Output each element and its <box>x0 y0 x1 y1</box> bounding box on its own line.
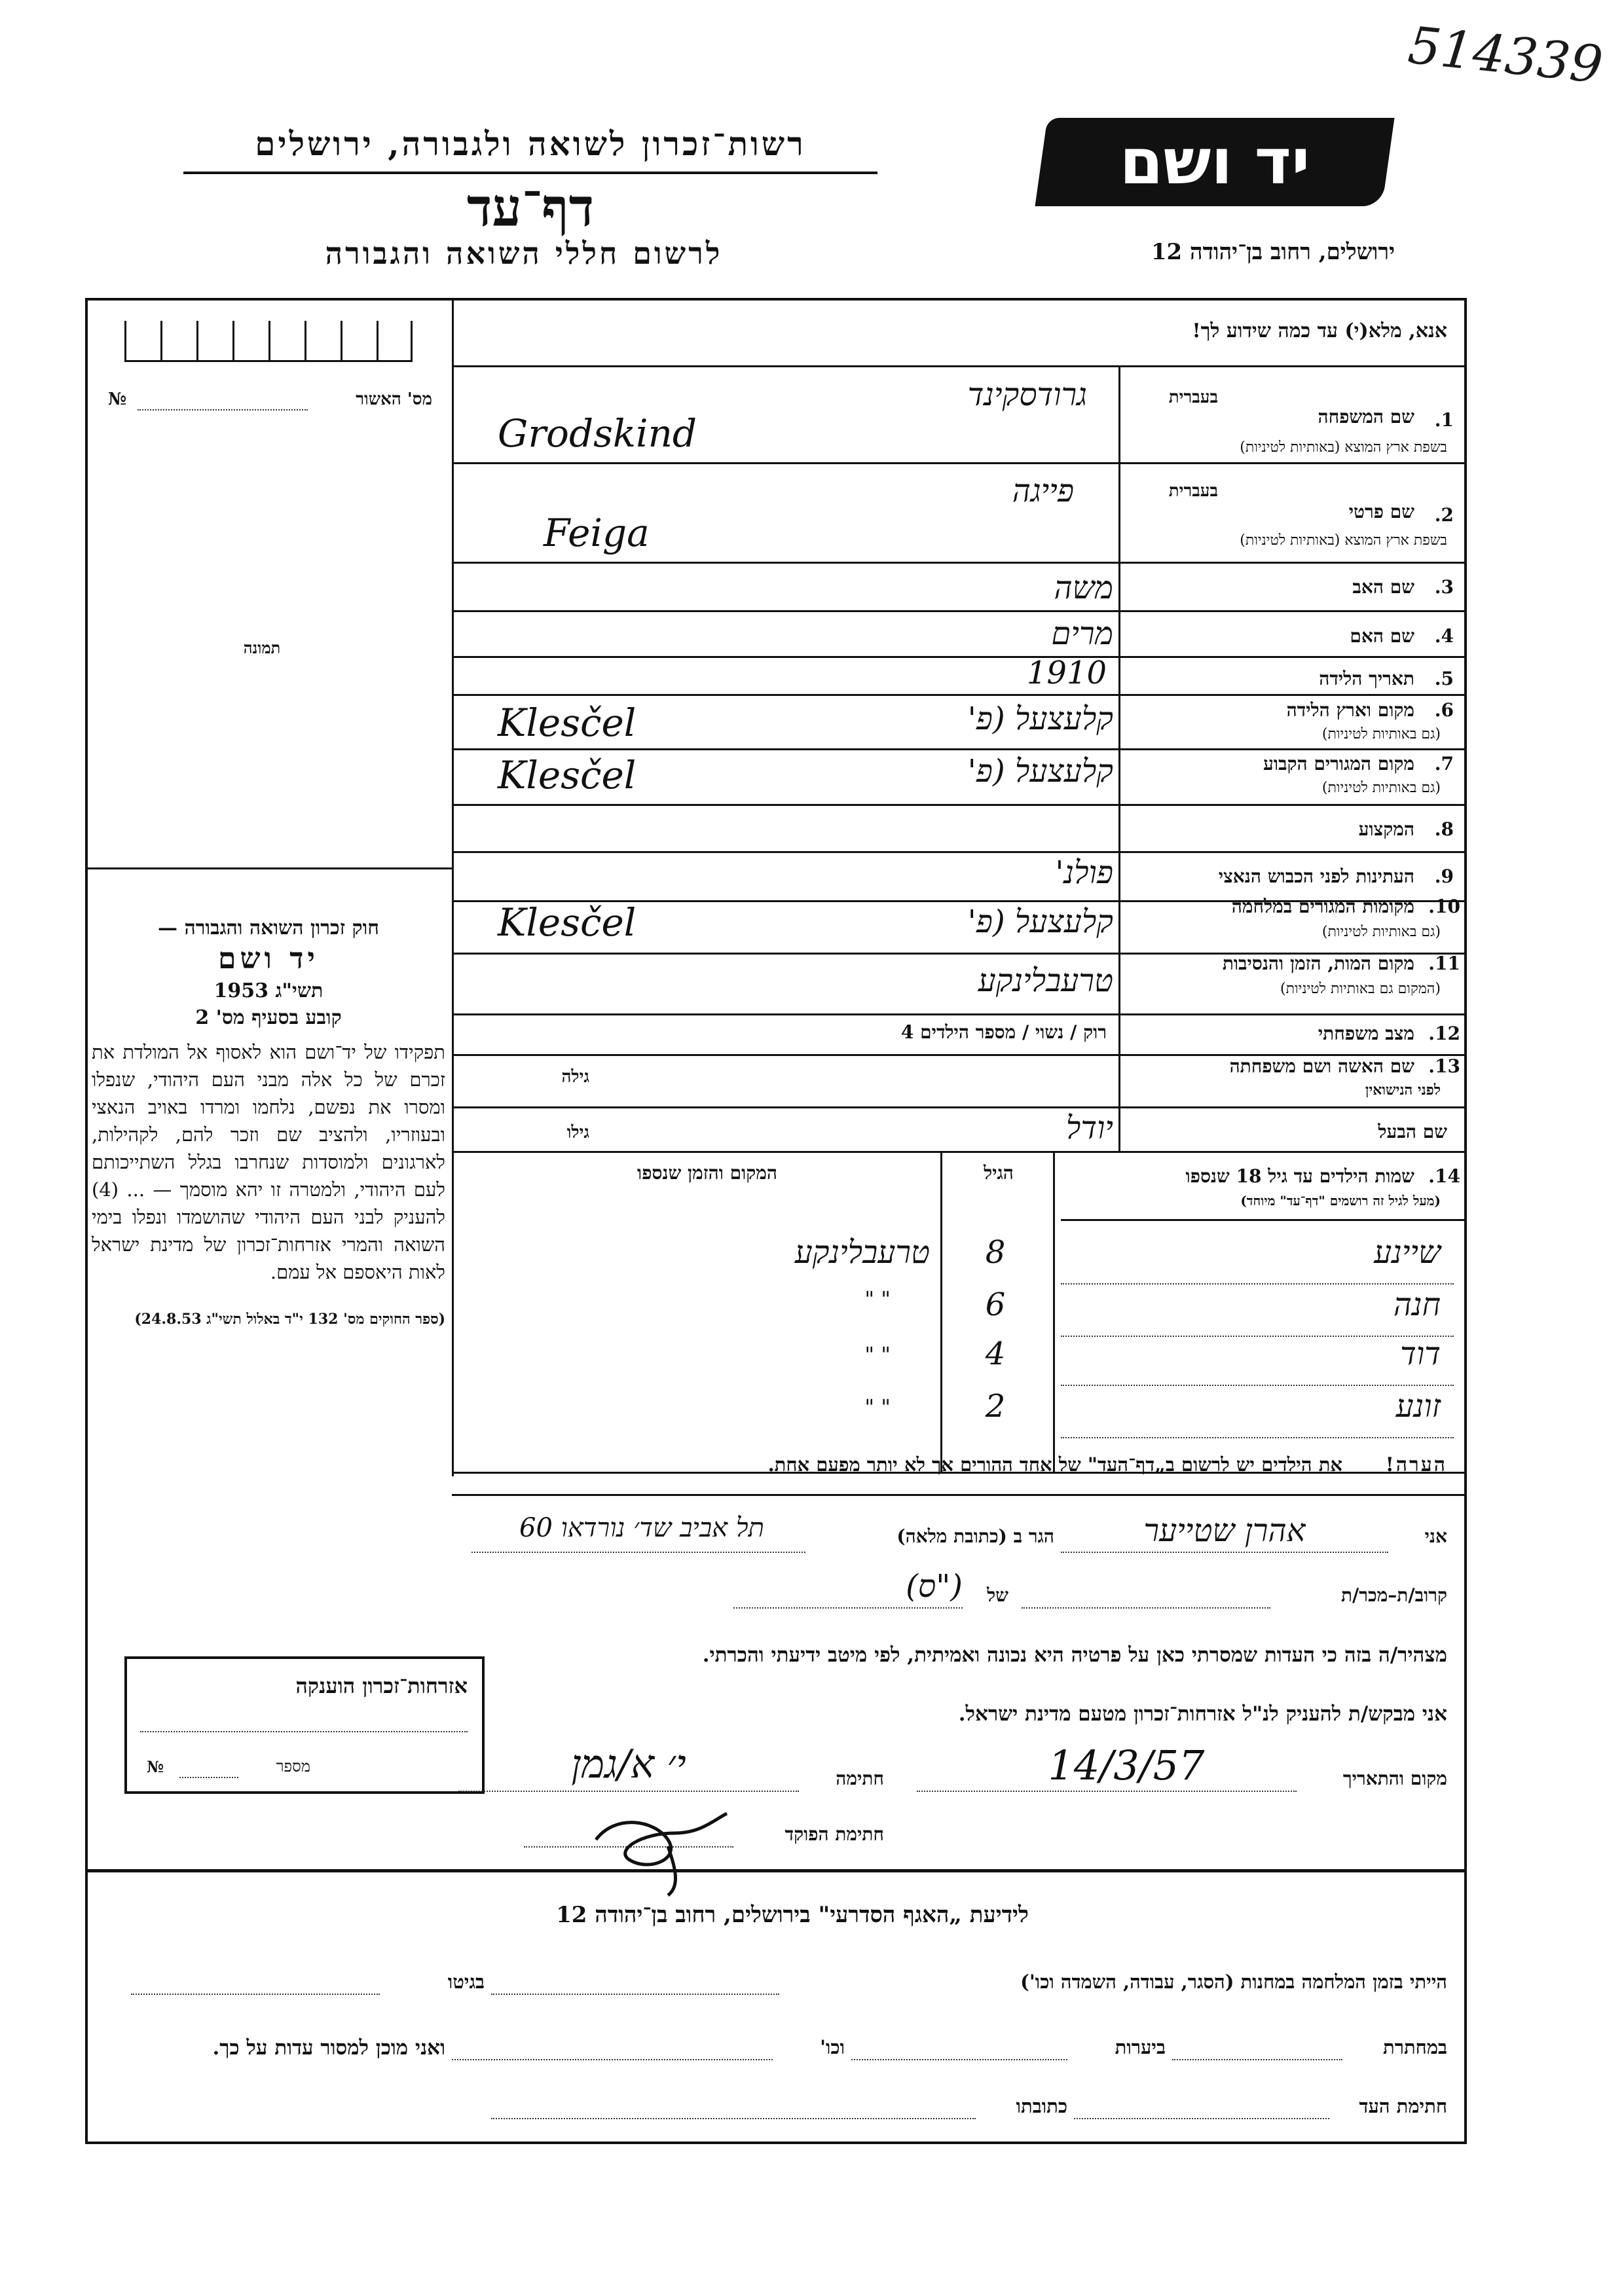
wife-age-label: גילה <box>561 1067 589 1087</box>
row-line <box>452 1106 1467 1108</box>
field-6-value-hebrew: קלעצעל (פ' <box>967 701 1113 737</box>
footer-address: כתובתו <box>1016 2095 1067 2117</box>
declaration-i-label: אני <box>1424 1525 1447 1547</box>
signature-line <box>458 1791 799 1792</box>
field-13-label: שם האשה ושם משפחתה <box>1229 1055 1414 1077</box>
label-column-divider <box>1118 365 1120 1151</box>
of-line <box>733 1607 963 1609</box>
field-10-value-hebrew: קלעצעל (פ' <box>967 903 1113 940</box>
logo-text: יד ושם <box>1119 125 1310 198</box>
child-dotline <box>1061 1283 1454 1285</box>
citizenship-no-sign: № <box>147 1757 164 1776</box>
children-header: שמות הילדים עד גיל 18 שנספו <box>1185 1165 1414 1187</box>
children-header-number: 14. <box>1428 1165 1460 1187</box>
field-2-value-latin: Feiga <box>544 511 650 555</box>
place-date-label: מקום והתאריך <box>1342 1768 1447 1789</box>
note-bottom-line <box>452 1494 1467 1496</box>
date-value: 14/3/57 <box>1048 1741 1205 1789</box>
row-line <box>452 804 1467 806</box>
citizenship-title: אזרחות־זכרון הוענקה <box>295 1673 468 1698</box>
field-10-value-latin: Klesčel <box>498 900 637 945</box>
row-line <box>452 694 1467 696</box>
child-3-place: " " <box>864 1342 891 1367</box>
field-5-label: תאריך הלידה <box>1319 668 1414 689</box>
approval-no-sign: № <box>108 390 127 409</box>
declaration-statement: מצהיר/ה בזה כי העדות שמסרתי כאן על פרטיה היא נכונה ואמיתית, לפי מיטב ידיעתי והכרתי. <box>702 1643 1447 1667</box>
footer-forests: ביערות <box>1115 2036 1166 2058</box>
field-7-label: מקום המגורים הקבוע <box>1263 753 1414 774</box>
law-body: תפקידו של יד־ושם הוא לאסוף אל המולדת את זכרם של כל אלה מבני העם היהודי, שנפלו ומסרו את נפשם, נלחמו ומרדו באויב הנאצי ובעוזריו, ולהציב שם וזכר להם, לקהילות, לארגונים ולמוסדות שנחרבו בגלל השתייכותם לעם היהודי, ולמטרה זו יהא מוסמך — ... (4) להעניק לבני העם היהודי שהושמדו ונפלו בימי השואה והמרי אזרחות־זכרון של מדינת ישראל לאות היאספם אל עמם. <box>92 1041 445 1283</box>
field-2-lang: בעברית <box>1168 481 1218 501</box>
child-2-name: חנה <box>1393 1286 1441 1323</box>
declarant-address: תל אביב שד׳ נורדאו 60 <box>519 1513 764 1543</box>
field-1-value-hebrew: גרודסקינד <box>967 376 1087 413</box>
field-2-number: 2. <box>1434 504 1454 526</box>
field-9-value: פולנ' <box>1055 854 1113 891</box>
form-title: דף־עד <box>466 177 595 238</box>
child-4-place: " " <box>864 1394 891 1419</box>
footer-ghetto: בגיטו <box>447 1971 485 1993</box>
children-header-line <box>1061 1219 1467 1221</box>
field-13-sub: לפני הנישואין <box>1365 1082 1441 1099</box>
note-label: הערה! <box>1385 1453 1447 1476</box>
child-dotline <box>1061 1437 1454 1438</box>
row-line <box>452 562 1467 564</box>
etc-line <box>452 2059 773 2060</box>
field-11-label: מקום המות, הזמן והנסיבות <box>1222 953 1414 974</box>
relation-label: קרוב/ת–מכר/ת <box>1340 1584 1447 1606</box>
camps-line <box>491 1994 779 1995</box>
declarant-name-line <box>1061 1552 1388 1553</box>
field-2-value-hebrew: פייגה <box>1012 473 1074 509</box>
child-4-age: 2 <box>985 1388 1006 1425</box>
child-2-age: 6 <box>985 1286 1006 1323</box>
field-6-label: מקום וארץ הלידה <box>1286 699 1414 721</box>
field-7-sub: (גם באותיות לטיניות) <box>1321 780 1441 796</box>
left-photo-bottom <box>85 867 452 869</box>
witness-line <box>1074 2118 1329 2119</box>
underground-line <box>1172 2059 1342 2060</box>
citizenship-number-label: מספר <box>276 1757 310 1776</box>
left-column-divider <box>452 298 454 1476</box>
children-col-divider-1 <box>1053 1151 1055 1472</box>
husband-age-label: גילו <box>566 1123 589 1142</box>
field-2-label: שם פרטי <box>1348 501 1414 522</box>
field-5-value: 1910 <box>1026 655 1107 691</box>
field-12-number: 12. <box>1428 1023 1460 1044</box>
field-11-number: 11. <box>1428 953 1460 974</box>
field-4-value: מרים <box>1051 615 1113 652</box>
address-header: ירושלים, רחוב בן־יהודה 12 <box>1151 239 1395 265</box>
row-line <box>452 610 1467 612</box>
footer-camps: הייתי בזמן המלחמה במחנות (הסגר, עבודה, השמדה וכו') <box>1020 1971 1447 1993</box>
field-11-value: טרעבלינקע <box>978 962 1113 999</box>
row-line <box>452 851 1467 853</box>
field-11-sub: (המקום גם באותיות לטיניות) <box>1280 981 1441 997</box>
footer-testify: ואני מוכן למסור עדות על כך. <box>212 2036 445 2060</box>
officer-label: חתימת הפוקד <box>784 1823 884 1845</box>
forests-line <box>851 2059 1067 2060</box>
resides-label: הגר ב (כתובת מלאה) <box>896 1525 1054 1547</box>
footer-top-line <box>85 1869 1467 1872</box>
child-1-age: 8 <box>985 1234 1006 1271</box>
ghetto-line <box>131 1994 380 1995</box>
field-12-label: מצב משפחתי <box>1318 1023 1414 1044</box>
footer-title: לידיעת „האגף הסדרעי" בירושלים, רחוב בן־יהודה 12 <box>556 1902 1029 1928</box>
header-underline <box>183 172 877 174</box>
citizenship-request: אני מבקש/ת להעניק לנ"ל אזרחות־זכרון מטעם מדינת ישראל. <box>958 1702 1447 1726</box>
relation-value: ("ס) <box>906 1568 963 1605</box>
field-7-value-latin: Klesčel <box>498 753 637 797</box>
field-9-number: 9. <box>1434 866 1454 887</box>
field-7-value-hebrew: קלעצעל (פ' <box>967 753 1113 790</box>
signature-value: י׳ א/גמן <box>571 1741 686 1787</box>
husband-value: יודל <box>1065 1110 1113 1146</box>
field-13-number: 13. <box>1428 1055 1460 1077</box>
yad-vashem-logo <box>1035 118 1395 206</box>
field-8-number: 8. <box>1434 818 1454 840</box>
children-col-age: הגיל <box>984 1162 1014 1184</box>
child-dotline <box>1061 1385 1454 1386</box>
children-col-place: המקום והזמן שנספו <box>637 1162 777 1184</box>
law-panel <box>92 917 445 1328</box>
field-1-label: שם המשפחה <box>1318 406 1414 428</box>
law-year: תשי"ג 1953 <box>213 979 323 1002</box>
field-9-label: העתינות לפני הכבוש הנאצי <box>1218 866 1414 887</box>
law-title: חוק זכרון השואה והגבורה — <box>158 917 379 939</box>
child-1-name: שיינע <box>1374 1234 1441 1271</box>
note-text: את הילדים יש לרשום ב„דף־העד" של אחד ההורים אך לא יותר מפעם אחת. <box>767 1453 1342 1476</box>
child-3-age: 4 <box>985 1336 1006 1372</box>
row-line <box>452 748 1467 750</box>
field-1-value-latin: Grodskind <box>498 411 697 456</box>
children-col-divider-2 <box>940 1151 942 1472</box>
footer-underground: במחתרת <box>1383 2036 1447 2058</box>
authority-header: רשות־זכרון לשואה ולגבורה, ירושלים <box>255 124 806 163</box>
footer-witness-signature: חתימת העד <box>1359 2095 1447 2117</box>
field-4-number: 4. <box>1434 625 1454 647</box>
form-subtitle: לרשום חללי השואה והגבורה <box>325 236 723 271</box>
field-6-value-latin: Klesčel <box>498 701 637 745</box>
approval-label: מס' האשור <box>356 390 432 409</box>
intro-divider <box>452 365 1467 367</box>
field-3-label: שם האב <box>1352 576 1414 598</box>
field-2-sub: בשפת ארץ המוצא (באותיות לטיניות) <box>1240 532 1447 549</box>
citizenship-box <box>124 1656 485 1794</box>
intro-text: אנא, מלא(י) עד כמה שידוע לך! <box>1192 319 1447 342</box>
field-6-sub: (גם באותיות לטיניות) <box>1321 726 1441 742</box>
field-10-sub: (גם באותיות לטיניות) <box>1321 924 1441 940</box>
law-source: (ספר החוקים מס' 132 י"ד באלול תשי"ג 24.8.53) <box>134 1311 445 1328</box>
date-line <box>917 1791 1297 1792</box>
row-line <box>452 1013 1467 1015</box>
approval-number-boxes <box>124 321 413 362</box>
field-6-number: 6. <box>1434 699 1454 721</box>
signature-label: חתימה <box>836 1768 884 1789</box>
child-4-name: זונע <box>1395 1388 1441 1425</box>
relation-line <box>1022 1607 1270 1609</box>
declarant-name: אהרן שטייער <box>1143 1512 1306 1549</box>
children-header-sub: (מעל לגיל זה רושמים "דף־עד" מיוחד) <box>1240 1193 1441 1209</box>
law-org: יד ושם <box>218 942 319 975</box>
child-2-place: " " <box>864 1286 891 1311</box>
field-8-label: המקצוע <box>1358 818 1414 840</box>
field-1-number: 1. <box>1434 409 1454 431</box>
row-line <box>452 1151 1467 1153</box>
field-12-value: רוק / נשוי / מספר הילדים 4 <box>900 1021 1107 1043</box>
photo-label: תמונה <box>243 638 281 657</box>
field-10-label: מקומות המגורים במלחמה <box>1231 896 1414 917</box>
field-1-lang: בעברית <box>1168 388 1218 407</box>
row-line <box>452 462 1467 464</box>
field-3-number: 3. <box>1434 576 1454 598</box>
approval-dotline <box>138 409 308 410</box>
of-label: של <box>987 1584 1008 1606</box>
law-clause: קובע בסעיף מס' 2 <box>195 1006 342 1029</box>
footer-etc: וכו' <box>820 2036 845 2058</box>
address-line <box>471 1552 805 1553</box>
field-1-sub: בשפת ארץ המוצא (באותיות לטיניות) <box>1240 439 1447 456</box>
child-3-name: דוד <box>1400 1336 1441 1372</box>
child-1-place: טרעבלינקע <box>794 1234 930 1271</box>
field-10-number: 10. <box>1428 896 1460 917</box>
witness-address-line <box>491 2118 976 2119</box>
field-5-number: 5. <box>1434 668 1454 689</box>
husband-label: שם הבעל <box>1378 1121 1447 1142</box>
field-3-value: משה <box>1054 570 1113 606</box>
document-number: 514339 <box>1405 16 1606 96</box>
field-7-number: 7. <box>1434 753 1454 774</box>
officer-signature <box>576 1794 747 1899</box>
field-4-label: שם האם <box>1350 625 1414 647</box>
